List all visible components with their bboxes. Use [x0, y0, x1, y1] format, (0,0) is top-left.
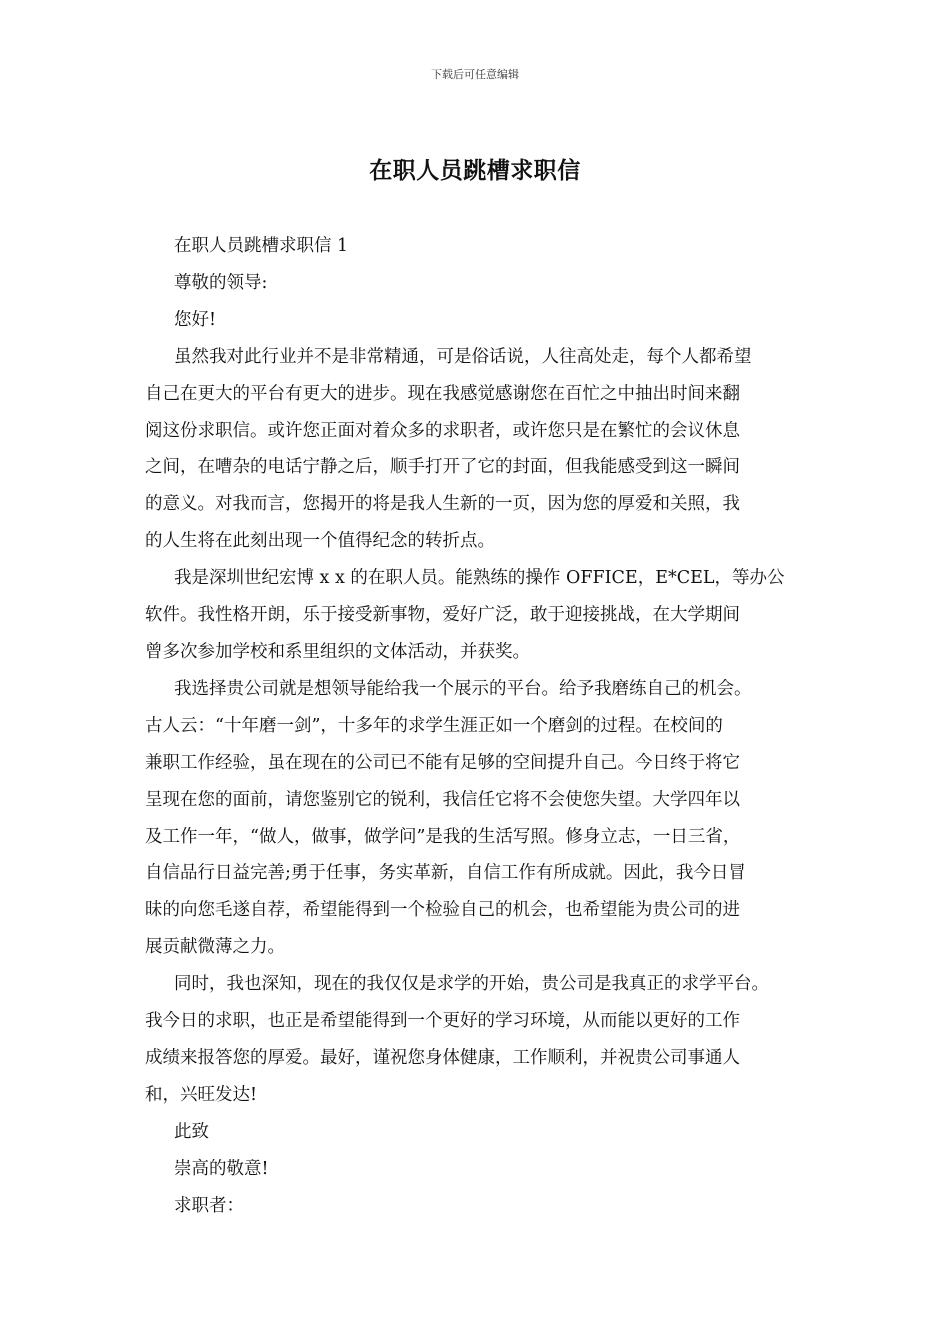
paragraph-line: 自己在更大的平台有更大的进步。现在我感觉感谢您在百忙之中抽出时间来翻 [145, 383, 740, 404]
paragraph-line: 成绩来报答您的厚爱。最好，谨祝您身体健康，工作顺利，并祝贵公司事通人 [145, 1047, 740, 1068]
header-note: 下载后可任意编辑 [431, 68, 519, 81]
paragraph-line: 之间，在嘈杂的电话宁静之后，顺手打开了它的封面，但我能感受到这一瞬间 [145, 457, 740, 478]
letter-body [145, 228, 810, 1224]
paragraph-line: 自信品行日益完善;勇于任事，务实革新，自信工作有所成就。因此，我今日冒 [145, 863, 746, 884]
paragraph-line: 虽然我对此行业并不是非常精通，可是俗话说，人往高处走，每个人都希望 [174, 346, 752, 367]
paragraph-line: 我选择贵公司就是想领导能给我一个展示的平台。给予我磨练自己的机会。 [174, 678, 752, 699]
letter-heading: 在职人员跳槽求职信 1 [174, 236, 349, 256]
paragraph-line: 古人云：“十年磨一剑”，十多年的求学生涯正如一个磨剑的过程。在校间的 [145, 715, 723, 736]
paragraph-line: 阅这份求职信。或许您正面对着众多的求职者，或许您只是在繁忙的会议休息 [145, 420, 740, 441]
paragraph-line: 昧的向您毛遂自荐，希望能得到一个检验自己的机会，也希望能为贵公司的进 [145, 900, 740, 921]
document-title: 在职人员跳槽求职信 [369, 157, 581, 184]
paragraph-line: 曾多次参加学校和系里组织的文体活动，并获奖。 [145, 641, 530, 662]
paragraph-line: 的意义。对我而言，您揭开的将是我人生新的一页，因为您的厚爱和关照，我 [145, 494, 740, 515]
paragraph-line: 展贡献微薄之力。 [145, 937, 285, 958]
paragraph-line: 及工作一年，“做人，做事，做学问”是我的生活写照。修身立志，一日三省， [145, 826, 741, 847]
signature-label: 求职者： [174, 1195, 244, 1216]
paragraph-line: 我是深圳世纪宏博 x x 的在职人员。能熟练的操作 OFFICE，E*CEL，等办公 [174, 568, 785, 589]
closing-regards: 崇高的敬意! [174, 1158, 269, 1179]
paragraph-line: 的人生将在此刻出现一个值得纪念的转折点。 [145, 531, 495, 552]
paragraph-line: 呈现在您的面前，请您鉴别它的锐利，我信任它将不会使您失望。大学四年以 [145, 789, 740, 810]
paragraph-line: 软件。我性格开朗，乐于接受新事物，爱好广泛，敢于迎接挑战，在大学期间 [145, 605, 740, 626]
salutation: 尊敬的领导: [174, 272, 268, 293]
greeting: 您好! [174, 309, 217, 330]
paragraph-line: 我今日的求职，也正是希望能得到一个更好的学习环境，从而能以更好的工作 [145, 1011, 740, 1032]
paragraph-line: 同时，我也深知，现在的我仅仅是求学的开始，贵公司是我真正的求学平台。 [174, 974, 769, 995]
paragraph-line: 兼职工作经验，虽在现在的公司已不能有足够的空间提升自己。今日终于将它 [145, 752, 740, 773]
paragraph-line: 和，兴旺发达! [145, 1084, 258, 1105]
closing-line: 此致 [174, 1121, 209, 1142]
